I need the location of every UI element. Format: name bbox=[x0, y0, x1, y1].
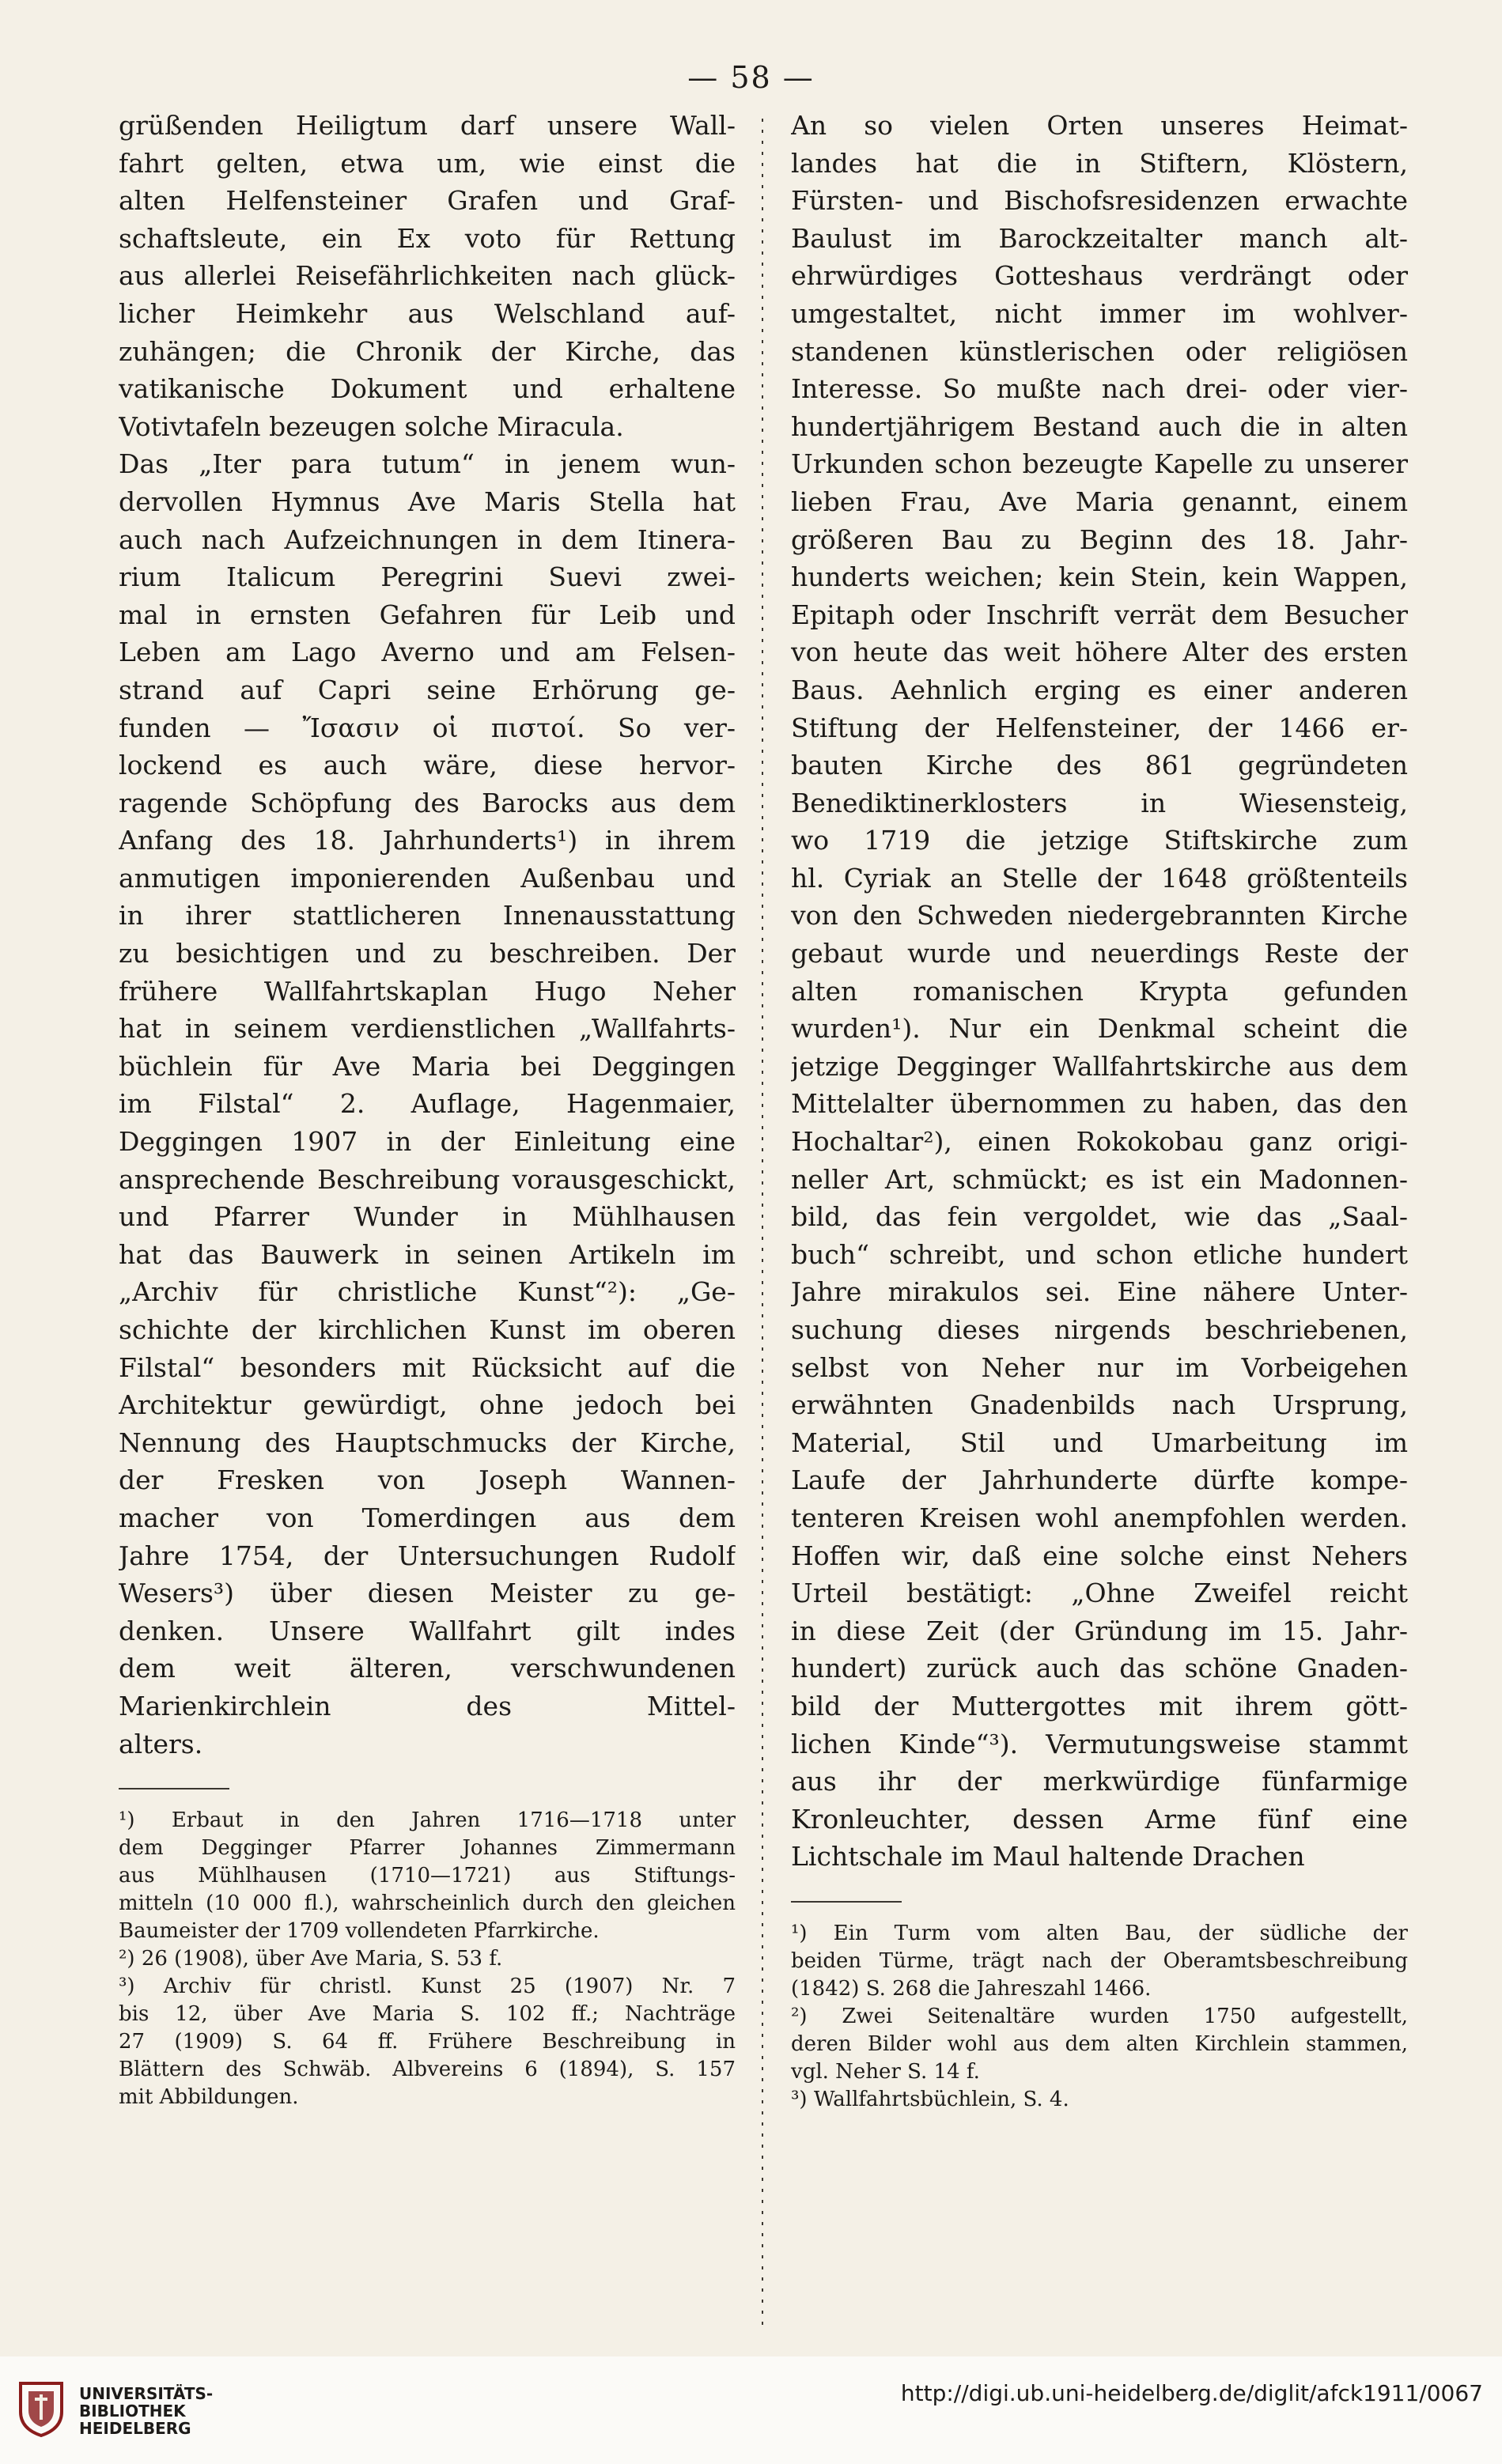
text-line: jetzige Degginger Wallfahrtskirche aus dem bbox=[791, 1050, 1408, 1082]
text-line: Jahre 1754, der Untersuchungen Rudolf bbox=[119, 1540, 736, 1571]
text-line: fahrt gelten, etwa um, wie einst die bbox=[119, 147, 736, 179]
text-line: Nennung des Hauptschmucks der Kirche, bbox=[119, 1427, 736, 1458]
text-line: dem weit älteren, verschwundenen bbox=[119, 1653, 736, 1684]
footnote-line: ²) 26 (1908), über Ave Maria, S. 53 f. bbox=[119, 1947, 503, 1971]
text-line: denken. Unsere Wallfahrt gilt indes bbox=[119, 1615, 736, 1646]
footnote-line: mitteln (10 000 fl.), wahrscheinlich durch den gleichen bbox=[119, 1891, 736, 1916]
text-line: selbst von Neher nur im Vorbeigehen bbox=[791, 1351, 1408, 1383]
right-footnotes bbox=[791, 1920, 1408, 2114]
library-name-line-2: BIBLIOTHEK bbox=[79, 2402, 186, 2421]
text-line: strand auf Capri seine Erhörung ge- bbox=[119, 674, 736, 705]
text-line: hat das Bauwerk in seinen Artikeln im bbox=[119, 1238, 736, 1270]
text-line: Laufe der Jahrhunderte dürfte kompe- bbox=[791, 1464, 1408, 1496]
text-line: standenen künstlerischen oder religiösen bbox=[791, 335, 1408, 367]
footnote-line: aus Mühlhausen (1710—1721) aus Stiftungs- bbox=[119, 1864, 736, 1888]
text-line: alten Helfensteiner Grafen und Graf- bbox=[119, 185, 736, 217]
text-line: tenteren Kreisen wohl anempfohlen werden. bbox=[791, 1502, 1408, 1533]
right-column-body bbox=[791, 107, 1408, 1876]
text-line: anmutigen imponierenden Außenbau und bbox=[119, 862, 736, 894]
column-divider bbox=[762, 119, 763, 2333]
text-line: Baus. Aehnlich erging es einer anderen bbox=[791, 674, 1408, 705]
footnote-line: ³) Wallfahrtsbüchlein, S. 4. bbox=[791, 2087, 1069, 2111]
text-line: Marienkirchlein des Mittel- bbox=[119, 1690, 736, 1721]
text-line: Jahre mirakulos sei. Eine nähere Unter- bbox=[791, 1276, 1408, 1308]
text-line: auch nach Aufzeichnungen in dem Itinera- bbox=[119, 523, 736, 555]
text-line: neller Art, schmückt; es ist ein Madonnen- bbox=[791, 1163, 1408, 1195]
text-line: lieben Frau, Ave Maria genannt, einem bbox=[791, 486, 1408, 517]
text-line: ehrwürdiges Gotteshaus verdrängt oder bbox=[791, 260, 1408, 292]
text-line: macher von Tomerdingen aus dem bbox=[119, 1502, 736, 1533]
viewer-footer bbox=[0, 2356, 1502, 2464]
footnote-line: ¹) Erbaut in den Jahren 1716—1718 unter bbox=[119, 1808, 736, 1833]
text-line: vatikanische Dokument und erhaltene bbox=[119, 373, 736, 405]
text-line: Urkunden schon bezeugte Kapelle zu unserer bbox=[791, 448, 1408, 480]
text-line: hundertjährigem Bestand auch die in alten bbox=[791, 410, 1408, 442]
left-column bbox=[119, 107, 736, 2111]
text-line: Hochaltar²), einen Rokokobau ganz origi- bbox=[791, 1126, 1408, 1158]
text-line: büchlein für Ave Maria bei Deggingen bbox=[119, 1050, 736, 1082]
text-line: von heute das weit höhere Alter des ersten bbox=[791, 637, 1408, 668]
text-line: hundert) zurück auch das schöne Gnaden- bbox=[791, 1653, 1408, 1684]
text-line: zu besichtigen und zu beschreiben. Der bbox=[119, 938, 736, 969]
footnote-line: 27 (1909) S. 64 ff. Frühere Beschreibung in bbox=[119, 2030, 736, 2054]
text-line: von den Schweden niedergebrannten Kirche bbox=[791, 900, 1408, 932]
text-line: erwähnten Gnadenbilds nach Ursprung, bbox=[791, 1389, 1408, 1421]
library-name bbox=[79, 2385, 213, 2437]
text-line: schichte der kirchlichen Kunst im oberen bbox=[119, 1314, 736, 1345]
source-url-link[interactable]: http://digi.ub.uni-heidelberg.de/diglit/afck1911/0067 bbox=[900, 2380, 1483, 2406]
footnote-line: beiden Türme, trägt nach der Oberamtsbeschreibung bbox=[791, 1948, 1408, 1973]
text-line: Baulust im Barockzeitalter manch alt- bbox=[791, 222, 1408, 254]
text-line: Anfang des 18. Jahrhunderts¹) in ihrem bbox=[119, 825, 736, 856]
text-line: Stiftung der Helfensteiner, der 1466 er- bbox=[791, 712, 1408, 743]
footnote-line: ²) Zwei Seitenaltäre wurden 1750 aufgestellt, bbox=[791, 2004, 1408, 2028]
library-name-line-1: UNIVERSITÄTS- bbox=[79, 2384, 214, 2403]
text-line: licher Heimkehr aus Welschland auf- bbox=[119, 297, 736, 329]
text-line: rium Italicum Peregrini Suevi zwei- bbox=[119, 561, 736, 593]
text-line: Votivtafeln bezeugen solche Miracula. bbox=[119, 410, 624, 442]
text-line: wurden¹). Nur ein Denkmal scheint die bbox=[791, 1013, 1408, 1045]
text-line: An so vielen Orten unseres Heimat- bbox=[791, 110, 1408, 141]
text-line: mal in ernsten Gefahren für Leib und bbox=[119, 599, 736, 630]
university-seal-icon bbox=[17, 2380, 65, 2437]
text-line: hat in seinem verdienstlichen „Wallfahrts- bbox=[119, 1013, 736, 1045]
text-line: Benediktinerklosters in Wiesensteig, bbox=[791, 787, 1408, 818]
footnote-line: ¹) Ein Turm vom alten Bau, der südliche der bbox=[791, 1921, 1408, 1945]
text-line: buch“ schreibt, und schon etliche hundert bbox=[791, 1238, 1408, 1270]
text-line: hl. Cyriak an Stelle der 1648 größtenteils bbox=[791, 862, 1408, 894]
text-line: und Pfarrer Wunder in Mühlhausen bbox=[119, 1201, 736, 1233]
text-line: dervollen Hymnus Ave Maris Stella hat bbox=[119, 486, 736, 517]
text-line: Epitaph oder Inschrift verrät dem Besucher bbox=[791, 599, 1408, 630]
text-line: aus ihr der merkwürdige fünfarmige bbox=[791, 1766, 1408, 1797]
text-line: Wesers³) über diesen Meister zu ge- bbox=[119, 1578, 736, 1609]
text-line: funden — Ἴσασιν οἱ πιστοί. So ver- bbox=[119, 712, 736, 743]
text-line: zuhängen; die Chronik der Kirche, das bbox=[119, 335, 736, 367]
footnote-line: Baumeister der 1709 vollendeten Pfarrkirche. bbox=[119, 1919, 600, 1944]
text-line: Architektur gewürdigt, ohne jedoch bei bbox=[119, 1389, 736, 1421]
text-line: Fürsten- und Bischofsresidenzen erwachte bbox=[791, 185, 1408, 217]
text-line: lockend es auch wäre, diese hervor- bbox=[119, 750, 736, 781]
text-line: schaftsleute, ein Ex voto für Rettung bbox=[119, 222, 736, 254]
footnote-line: vgl. Neher S. 14 f. bbox=[791, 2059, 980, 2084]
text-line: Das „Iter para tutum“ in jenem wun- bbox=[119, 448, 736, 480]
footnote-line: dem Degginger Pfarrer Johannes Zimmermann bbox=[119, 1836, 736, 1861]
text-line: Material, Stil und Umarbeitung im bbox=[791, 1427, 1408, 1458]
text-line: ragende Schöpfung des Barocks aus dem bbox=[119, 787, 736, 818]
text-line: Kronleuchter, dessen Arme fünf eine bbox=[791, 1803, 1408, 1835]
text-line: Mittelalter übernommen zu haben, das den bbox=[791, 1088, 1408, 1120]
text-line: wo 1719 die jetzige Stiftskirche zum bbox=[791, 825, 1408, 856]
text-line: Deggingen 1907 in der Einleitung eine bbox=[119, 1126, 736, 1158]
text-line: frühere Wallfahrtskaplan Hugo Neher bbox=[119, 975, 736, 1007]
text-line: Filstal“ besonders mit Rücksicht auf die bbox=[119, 1351, 736, 1383]
text-line: grüßenden Heiligtum darf unsere Wall- bbox=[119, 110, 736, 141]
left-footnote-rule bbox=[119, 1788, 229, 1789]
text-line: Interesse. So mußte nach drei- oder vier- bbox=[791, 373, 1408, 405]
text-line: Lichtschale im Maul haltende Drachen bbox=[791, 1841, 1305, 1873]
left-column-body bbox=[119, 107, 736, 1763]
footnote-line: bis 12, über Ave Maria S. 102 ff.; Nachträge bbox=[119, 2002, 736, 2027]
text-line: gebaut wurde und neuerdings Reste der bbox=[791, 938, 1408, 969]
text-line: Leben am Lago Averno und am Felsen- bbox=[119, 637, 736, 668]
text-line: alten romanischen Krypta gefunden bbox=[791, 975, 1408, 1007]
text-line: ansprechende Beschreibung vorausgeschickt, bbox=[119, 1163, 736, 1195]
text-line: hunderts weichen; kein Stein, kein Wappen, bbox=[791, 561, 1408, 593]
right-footnote-rule bbox=[791, 1901, 902, 1903]
left-footnotes bbox=[119, 1807, 736, 2111]
text-line: im Filstal“ 2. Auflage, Hagenmaier, bbox=[119, 1088, 736, 1120]
text-line: bauten Kirche des 861 gegründeten bbox=[791, 750, 1408, 781]
text-line: alters. bbox=[119, 1728, 203, 1759]
footnote-line: (1842) S. 268 die Jahreszahl 1466. bbox=[791, 1976, 1152, 2001]
footnote-line: mit Abbildungen. bbox=[119, 2085, 299, 2110]
right-column bbox=[791, 107, 1408, 2114]
text-line: Hoffen wir, daß eine solche einst Nehers bbox=[791, 1540, 1408, 1571]
footnote-line: Blättern des Schwäb. Albvereins 6 (1894), S. 157 bbox=[119, 2058, 736, 2082]
text-line: größeren Bau zu Beginn des 18. Jahr- bbox=[791, 523, 1408, 555]
text-line: aus allerlei Reisefährlichkeiten nach glück- bbox=[119, 260, 736, 292]
text-line: umgestaltet, nicht immer im wohlver- bbox=[791, 297, 1408, 329]
text-line: Urteil bestätigt: „Ohne Zweifel reicht bbox=[791, 1578, 1408, 1609]
page-number: — 58 — bbox=[687, 60, 815, 95]
footnote-line: deren Bilder wohl aus dem alten Kirchlein stammen, bbox=[791, 2031, 1408, 2056]
text-line: in diese Zeit (der Gründung im 15. Jahr- bbox=[791, 1615, 1408, 1646]
text-line: landes hat die in Stiftern, Klöstern, bbox=[791, 147, 1408, 179]
text-line: der Fresken von Joseph Wannen- bbox=[119, 1464, 736, 1496]
footnote-line: ³) Archiv für christl. Kunst 25 (1907) Nr. 7 bbox=[119, 1975, 736, 1999]
text-line: in ihrer stattlicheren Innenausstattung bbox=[119, 900, 736, 932]
text-line: suchung dieses nirgends beschriebenen, bbox=[791, 1314, 1408, 1345]
text-line: bild, das fein vergoldet, wie das „Saal- bbox=[791, 1201, 1408, 1233]
text-line: „Archiv für christliche Kunst“²): „Ge- bbox=[119, 1276, 736, 1308]
text-line: lichen Kinde“³). Vermutungsweise stammt bbox=[791, 1728, 1408, 1759]
text-line: bild der Muttergottes mit ihrem gött- bbox=[791, 1690, 1408, 1721]
library-name-line-3: HEIDELBERG bbox=[79, 2419, 191, 2438]
